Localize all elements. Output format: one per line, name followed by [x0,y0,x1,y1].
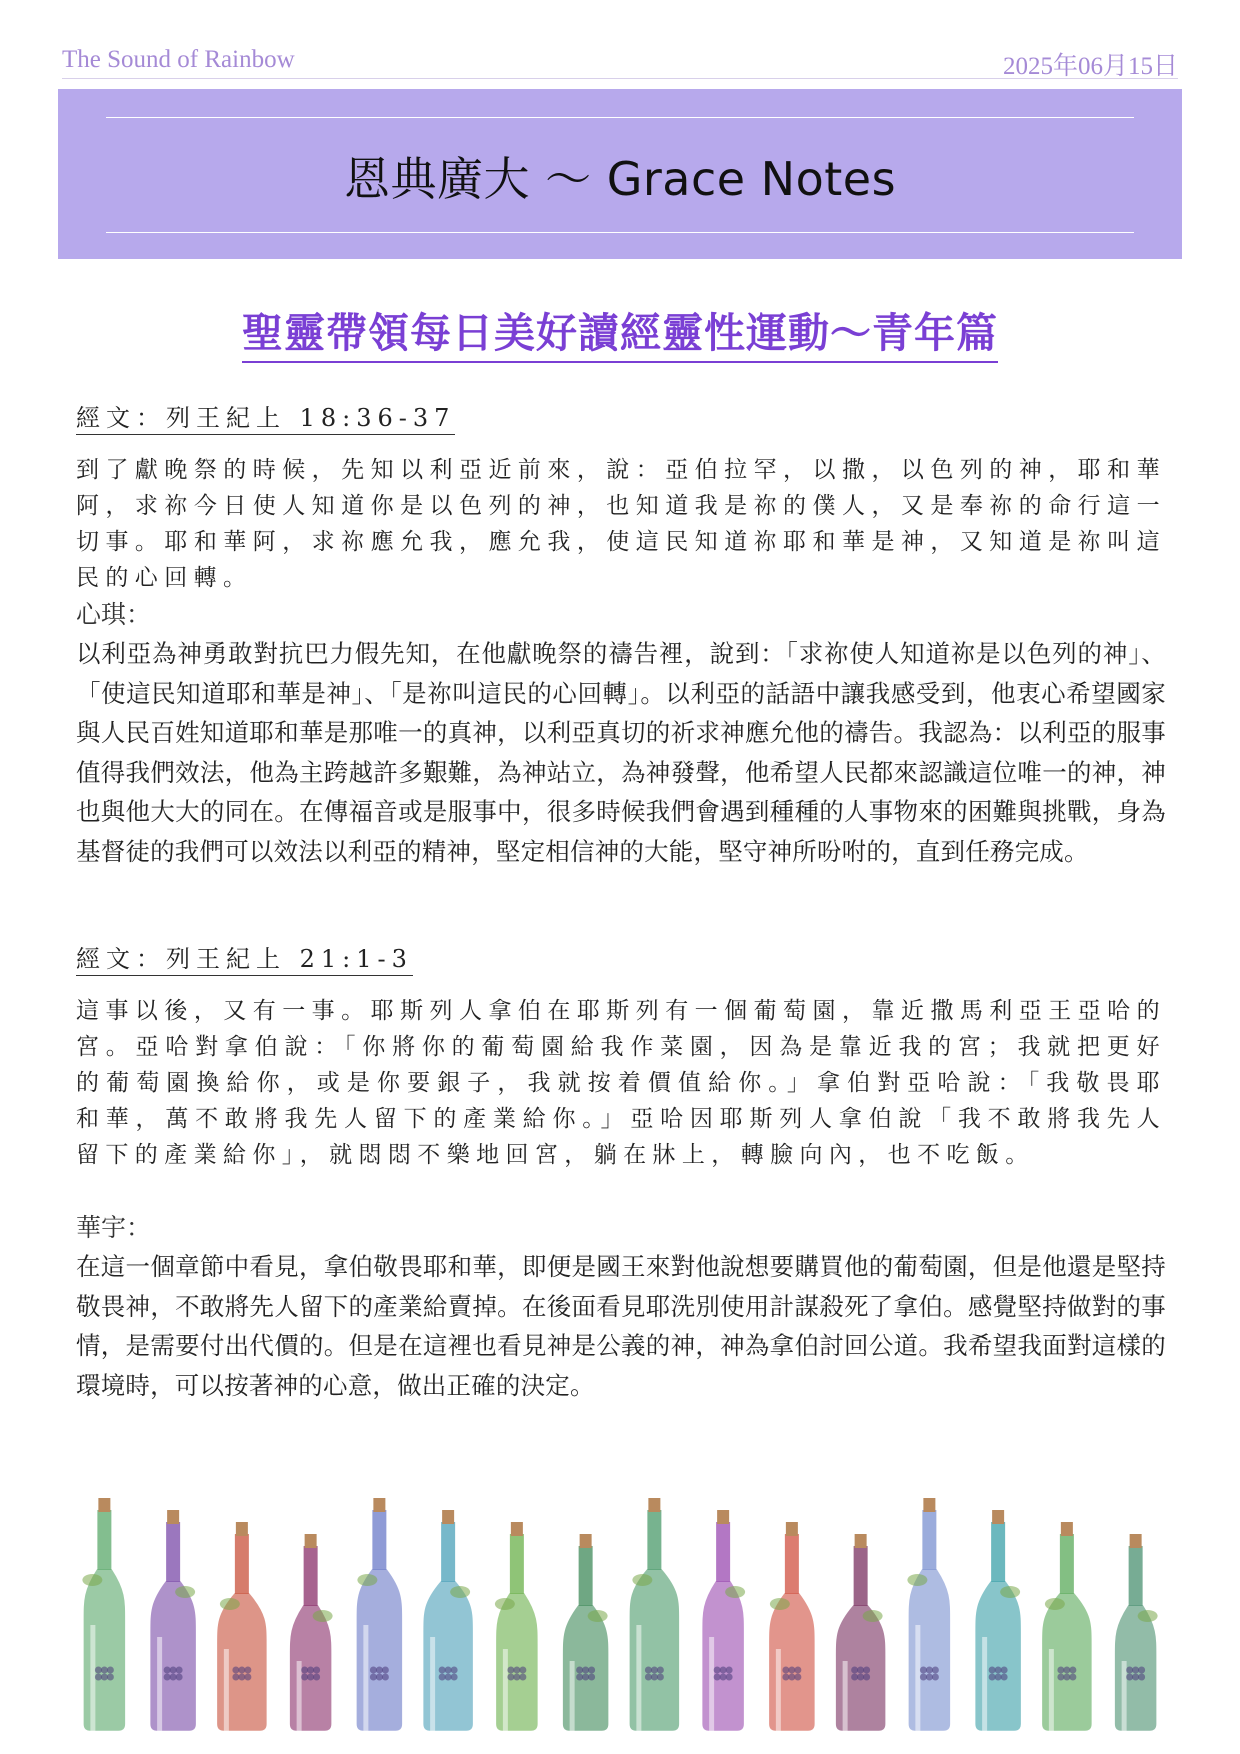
bottle-icon [1116,1534,1158,1740]
scripture-reference-1: 經文：列王紀上 18:36-37 [76,398,455,435]
banner-top-rule [106,117,1134,118]
bottle-icon [291,1534,333,1740]
bottle-icon [630,1498,678,1735]
banner-title: 恩典廣大 ～ Grace Notes [343,152,897,206]
wine-bottles-illustration [70,1490,1170,1740]
headline [0,300,1240,363]
bottle-icon [424,1510,472,1740]
bottle-icon [837,1534,885,1740]
bottle-icon [1043,1522,1091,1740]
banner-bottom-rule [106,232,1134,233]
bottle-icon [218,1522,266,1740]
scripture-reference-2: 經文：列王紀上 21:1-3 [76,939,413,976]
title-banner [58,89,1182,259]
bottle-icon [976,1510,1020,1740]
scripture-text-2: 這事以後，又有一事。耶斯列人拿伯在耶斯列有一個葡萄園，靠近撒馬利亞王亞哈的宮。亞哈對拿伯說：「你將你的葡萄園給我作菜園，因為是靠近我的宮；我就把更好的葡萄園換給你，或是你要銀子，我就按着價值給你。」拿伯對亞哈說：「我敬畏耶和華，萬不敢將我先人留下的產業給你。」亞哈因耶斯列人拿伯說「我不敢將我先人留下的產業給你」，就悶悶不樂地回宮，躺在牀上，轉臉向內，也不吃飯。 [76,998,1166,1168]
bottle-icon [703,1510,745,1740]
issue-date: 2025年06月15日 [1002,53,1178,80]
bottle-icon [357,1498,401,1735]
bottle-icon [82,1498,124,1735]
bottle-icon [151,1510,195,1740]
site-name: The Sound of Rainbow [62,46,295,73]
page-header [62,44,1178,79]
bottle-icon [564,1534,608,1740]
headline-text: 聖靈帶領每日美好讀經靈性運動～青年篇 [242,300,998,363]
reflection-text-1: 以利亞為神勇敢對抗巴力假先知，在他獻晚祭的禱告裡，說到：「求祢使人知道祢是以色列的神」、「使這民知道耶和華是神」、「是祢叫這民的心回轉」。以利亞的話語中讓我感受到，他衷心希望國家與人民百姓知道耶和華是那唯一的真神，以利亞真切的祈求神應允他的禱告。我認為：以利亞的服事值得我們效法，他為主跨越許多艱難，為神站立，為神發聲，他希望人民都來認識這位唯一的神，神也與他大大的同在。在傳福音或是服事中，很多時候我們會遇到種種的人事物來的困難與挑戰，身為基督徒的我們可以效法以利亞的精神，堅定相信神的大能，堅守神所吩咐的，直到任務完成。 [76,639,1166,866]
reflection-author-2: 華宇： [76,1213,152,1242]
bottle-icon [907,1498,949,1735]
scripture-text-1: 到了獻晚祭的時候，先知以利亞近前來，說：亞伯拉罕，以撒，以色列的神，耶和華阿，求祢今日使人知道你是以色列的神，也知道我是祢的僕人，又是奉祢的命行這一切事。耶和華阿，求祢應允我，應允我，使這民知道祢耶和華是神，又知道是祢叫這民的心回轉。 [76,457,1166,591]
reflection-author-1: 心琪： [76,600,152,629]
bottle-icon [495,1522,537,1740]
reflection-text-2: 在這一個章節中看見，拿伯敬畏耶和華，即便是國王來對他說想要購買他的葡萄園，但是他還是堅持敬畏神，不敢將先人留下的產業給賣掉。在後面看見耶洗別使用計謀殺死了拿伯。感覺堅持做對的事情，是需要付出代價的。但是在這裡也看見神是公義的神，神為拿伯討回公道。我希望我面對這樣的環境時，可以按著神的心意，做出正確的決定。 [76,1252,1166,1400]
bottle-icon [770,1522,814,1740]
